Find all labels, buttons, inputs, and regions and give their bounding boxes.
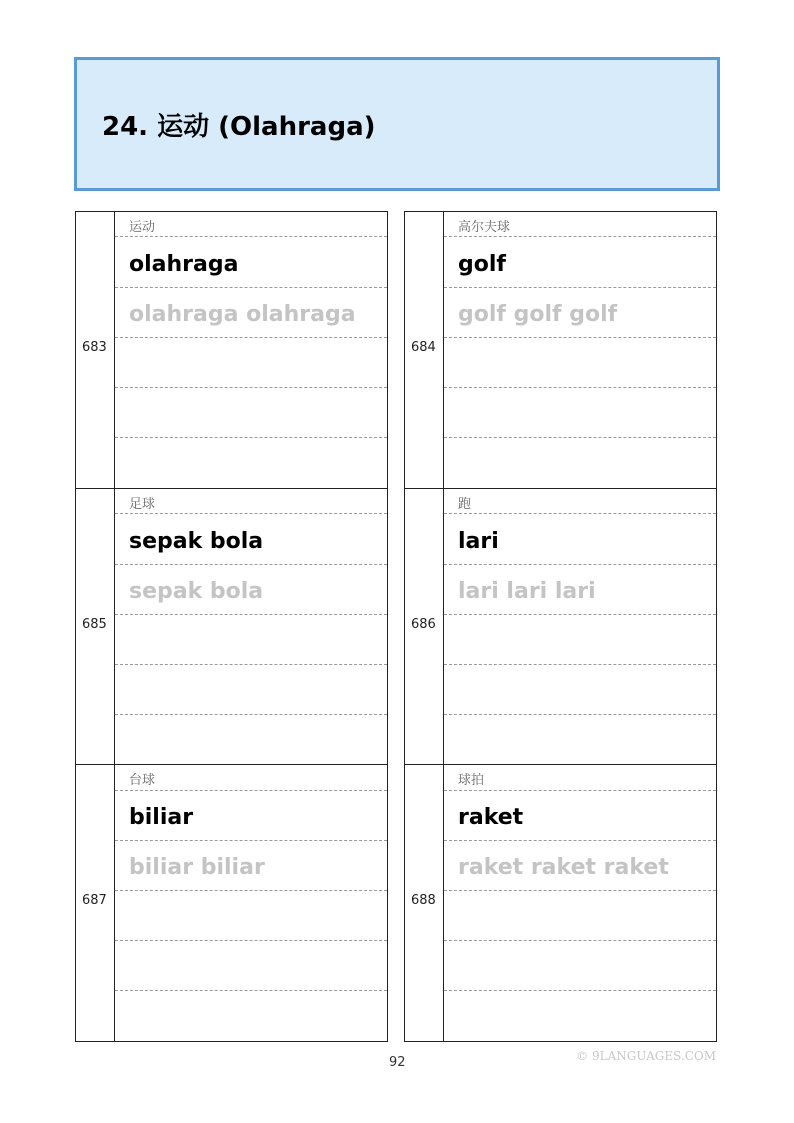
title-box xyxy=(74,57,720,191)
number-column xyxy=(405,212,444,488)
guide-line xyxy=(444,236,716,237)
card-content xyxy=(444,489,716,764)
guide-line xyxy=(444,714,716,715)
tracing-text: biliar biliar xyxy=(129,855,265,880)
card-content xyxy=(444,212,716,488)
indonesian-word: raket xyxy=(458,805,524,830)
number-column xyxy=(405,489,444,764)
card-content xyxy=(115,765,387,1041)
chinese-term: 球拍 xyxy=(458,773,485,788)
indonesian-word: sepak bola xyxy=(129,529,264,554)
guide-line xyxy=(115,940,387,941)
guide-line xyxy=(115,790,387,791)
guide-line xyxy=(115,990,387,991)
guide-line xyxy=(444,564,716,565)
guide-line xyxy=(444,437,716,438)
card-content xyxy=(115,489,387,764)
guide-line xyxy=(115,614,387,615)
vocab-card xyxy=(75,764,388,1042)
guide-line xyxy=(444,664,716,665)
tracing-text: golf golf golf xyxy=(458,302,618,327)
guide-line xyxy=(115,513,387,514)
guide-line xyxy=(115,564,387,565)
vocab-card xyxy=(404,211,717,488)
guide-line xyxy=(444,990,716,991)
chinese-term: 台球 xyxy=(129,773,156,788)
indonesian-word: biliar xyxy=(129,805,194,830)
indonesian-word: golf xyxy=(458,252,506,277)
guide-line xyxy=(115,387,387,388)
entry-number: 685 xyxy=(82,617,107,632)
indonesian-word: lari xyxy=(458,529,499,554)
page-number: 92 xyxy=(389,1055,406,1070)
chinese-term: 跑 xyxy=(458,497,472,512)
vocab-card xyxy=(404,764,717,1042)
guide-line xyxy=(115,664,387,665)
guide-line xyxy=(444,890,716,891)
tracing-text: lari lari lari xyxy=(458,579,596,604)
guide-line xyxy=(115,437,387,438)
guide-line xyxy=(444,790,716,791)
card-content xyxy=(444,765,716,1041)
card-content xyxy=(115,212,387,488)
guide-line xyxy=(444,337,716,338)
guide-line xyxy=(115,714,387,715)
guide-line xyxy=(115,236,387,237)
chinese-term: 运动 xyxy=(129,220,156,235)
chinese-term: 足球 xyxy=(129,497,156,512)
guide-line xyxy=(115,890,387,891)
guide-line xyxy=(444,287,716,288)
guide-line xyxy=(115,337,387,338)
tracing-text: raket raket raket xyxy=(458,855,669,880)
chinese-term: 高尔夫球 xyxy=(458,220,511,235)
entry-number: 684 xyxy=(411,340,436,355)
entry-number: 683 xyxy=(82,340,107,355)
vocab-card xyxy=(75,488,388,764)
entry-number: 687 xyxy=(82,893,107,908)
guide-line xyxy=(444,387,716,388)
number-column xyxy=(405,765,444,1041)
vocab-card xyxy=(75,211,388,488)
guide-line xyxy=(444,840,716,841)
guide-line xyxy=(444,940,716,941)
number-column xyxy=(76,212,115,488)
tracing-text: sepak bola xyxy=(129,579,264,604)
indonesian-word: olahraga xyxy=(129,252,239,277)
guide-line xyxy=(444,614,716,615)
page-title: 24. 运动 (Olahraga) xyxy=(102,112,376,142)
entry-number: 686 xyxy=(411,617,436,632)
copyright-notice: © 9LANGUAGES.COM xyxy=(576,1049,716,1063)
tracing-text: olahraga olahraga xyxy=(129,302,356,327)
guide-line xyxy=(115,840,387,841)
entry-number: 688 xyxy=(411,893,436,908)
guide-line xyxy=(444,513,716,514)
vocab-card xyxy=(404,488,717,764)
number-column xyxy=(76,765,115,1041)
number-column xyxy=(76,489,115,764)
guide-line xyxy=(115,287,387,288)
